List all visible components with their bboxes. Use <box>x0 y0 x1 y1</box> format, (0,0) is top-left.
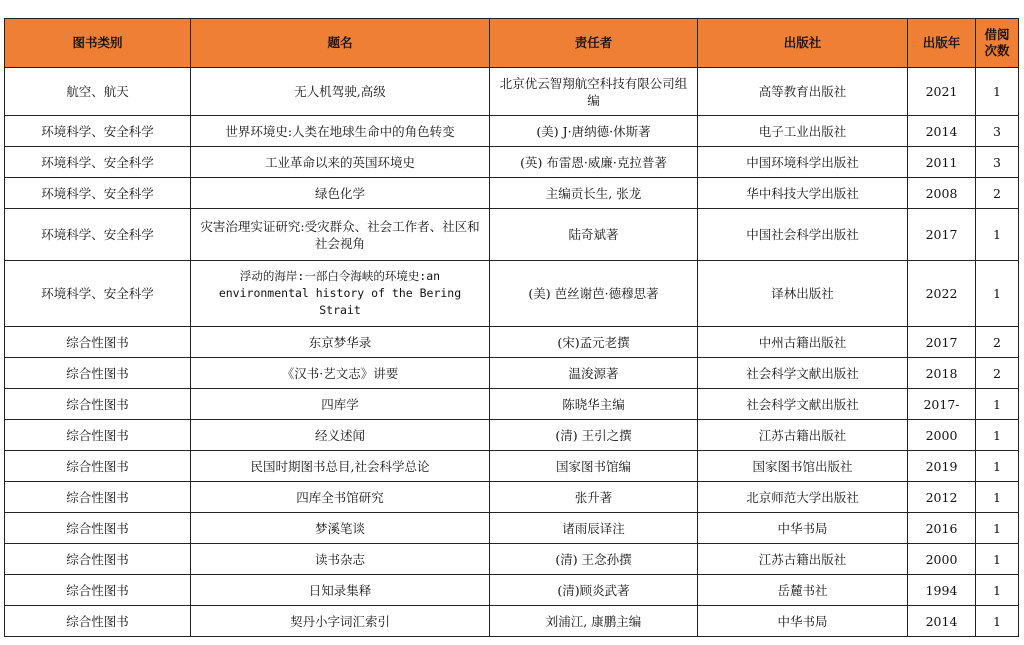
cell-publisher: 译林出版社 <box>698 261 908 327</box>
cell-author: 诸雨辰译注 <box>490 513 698 544</box>
cell-category: 航空、航天 <box>5 68 191 116</box>
cell-author: 温浚源著 <box>490 358 698 389</box>
cell-publisher: 高等教育出版社 <box>698 68 908 116</box>
cell-count: 1 <box>976 451 1019 482</box>
header-count: 借阅次数 <box>976 19 1019 68</box>
cell-author: (清) 王念孙撰 <box>490 544 698 575</box>
cell-publisher: 江苏古籍出版社 <box>698 544 908 575</box>
cell-title: 无人机驾驶,高级 <box>191 68 490 116</box>
cell-count: 1 <box>976 606 1019 637</box>
header-publisher: 出版社 <box>698 19 908 68</box>
cell-publisher: 中州古籍出版社 <box>698 327 908 358</box>
cell-author: (清) 王引之撰 <box>490 420 698 451</box>
header-category: 图书类别 <box>5 19 191 68</box>
cell-author: (清)顾炎武著 <box>490 575 698 606</box>
cell-category: 综合性图书 <box>5 389 191 420</box>
cell-title: 经义述闻 <box>191 420 490 451</box>
table-row <box>5 68 1019 116</box>
cell-author: 北京优云智翔航空科技有限公司组编 <box>490 68 698 116</box>
cell-year: 2017 <box>908 327 976 358</box>
cell-title: 工业革命以来的英国环境史 <box>191 147 490 178</box>
cell-year: 2017 <box>908 209 976 261</box>
cell-title: 四库全书馆研究 <box>191 482 490 513</box>
table-row <box>5 358 1019 389</box>
cell-category: 综合性图书 <box>5 358 191 389</box>
cell-category: 环境科学、安全科学 <box>5 147 191 178</box>
cell-count: 2 <box>976 178 1019 209</box>
cell-author: 主编贡长生, 张龙 <box>490 178 698 209</box>
table-header-row <box>5 19 1019 68</box>
cell-count: 1 <box>976 544 1019 575</box>
cell-publisher: 电子工业出版社 <box>698 116 908 147</box>
cell-category: 综合性图书 <box>5 606 191 637</box>
cell-year: 2021 <box>908 68 976 116</box>
book-borrowing-table <box>4 18 1019 637</box>
cell-category: 综合性图书 <box>5 544 191 575</box>
cell-count: 1 <box>976 482 1019 513</box>
cell-publisher: 中华书局 <box>698 606 908 637</box>
cell-publisher: 江苏古籍出版社 <box>698 420 908 451</box>
cell-category: 综合性图书 <box>5 575 191 606</box>
table-row <box>5 147 1019 178</box>
cell-author: (美) 芭丝谢芭·德穆思著 <box>490 261 698 327</box>
cell-author: 刘浦江, 康鹏主编 <box>490 606 698 637</box>
cell-category: 环境科学、安全科学 <box>5 178 191 209</box>
cell-category: 环境科学、安全科学 <box>5 261 191 327</box>
cell-publisher: 岳麓书社 <box>698 575 908 606</box>
cell-title: 四库学 <box>191 389 490 420</box>
table-row <box>5 116 1019 147</box>
table-row <box>5 209 1019 261</box>
cell-title: 日知录集释 <box>191 575 490 606</box>
cell-year: 2014 <box>908 606 976 637</box>
cell-author: 陈晓华主编 <box>490 389 698 420</box>
cell-year: 2019 <box>908 451 976 482</box>
table-row <box>5 389 1019 420</box>
cell-count: 2 <box>976 358 1019 389</box>
cell-author: 国家图书馆编 <box>490 451 698 482</box>
cell-author: 陆奇斌著 <box>490 209 698 261</box>
cell-count: 1 <box>976 261 1019 327</box>
cell-year: 2000 <box>908 420 976 451</box>
cell-publisher: 国家图书馆出版社 <box>698 451 908 482</box>
cell-publisher: 中国社会科学出版社 <box>698 209 908 261</box>
cell-year: 2014 <box>908 116 976 147</box>
cell-category: 综合性图书 <box>5 482 191 513</box>
cell-publisher: 华中科技大学出版社 <box>698 178 908 209</box>
header-title: 题名 <box>191 19 490 68</box>
cell-count: 3 <box>976 147 1019 178</box>
cell-year: 2000 <box>908 544 976 575</box>
cell-category: 环境科学、安全科学 <box>5 116 191 147</box>
cell-title: 民国时期图书总目,社会科学总论 <box>191 451 490 482</box>
cell-title: 绿色化学 <box>191 178 490 209</box>
cell-title: 浮动的海岸:一部白令海峡的环境史:an environmental history of the Bering Strait <box>191 261 490 327</box>
table-row <box>5 261 1019 327</box>
cell-category: 综合性图书 <box>5 420 191 451</box>
table-row <box>5 513 1019 544</box>
cell-title: 契丹小字词汇索引 <box>191 606 490 637</box>
cell-count: 1 <box>976 420 1019 451</box>
cell-author: 张升著 <box>490 482 698 513</box>
cell-publisher: 北京师范大学出版社 <box>698 482 908 513</box>
table-row <box>5 451 1019 482</box>
cell-count: 1 <box>976 575 1019 606</box>
table-row <box>5 544 1019 575</box>
table-row <box>5 178 1019 209</box>
cell-category: 环境科学、安全科学 <box>5 209 191 261</box>
cell-category: 综合性图书 <box>5 327 191 358</box>
cell-year: 2011 <box>908 147 976 178</box>
cell-count: 1 <box>976 389 1019 420</box>
cell-count: 3 <box>976 116 1019 147</box>
cell-title: 东京梦华录 <box>191 327 490 358</box>
cell-title: 梦溪笔谈 <box>191 513 490 544</box>
cell-year: 2008 <box>908 178 976 209</box>
cell-count: 2 <box>976 327 1019 358</box>
cell-title: 《汉书·艺文志》讲要 <box>191 358 490 389</box>
cell-count: 1 <box>976 513 1019 544</box>
cell-title: 世界环境史:人类在地球生命中的角色转变 <box>191 116 490 147</box>
header-author: 责任者 <box>490 19 698 68</box>
cell-year: 2022 <box>908 261 976 327</box>
table-row <box>5 420 1019 451</box>
cell-count: 1 <box>976 209 1019 261</box>
cell-year: 2016 <box>908 513 976 544</box>
cell-title: 读书杂志 <box>191 544 490 575</box>
header-year: 出版年 <box>908 19 976 68</box>
table-row <box>5 327 1019 358</box>
table-row <box>5 575 1019 606</box>
cell-year: 2017- <box>908 389 976 420</box>
table-row <box>5 606 1019 637</box>
cell-publisher: 中国环境科学出版社 <box>698 147 908 178</box>
cell-author: (宋)孟元老撰 <box>490 327 698 358</box>
cell-year: 2012 <box>908 482 976 513</box>
cell-year: 1994 <box>908 575 976 606</box>
cell-category: 综合性图书 <box>5 513 191 544</box>
cell-author: (美) J·唐纳德·休斯著 <box>490 116 698 147</box>
cell-year: 2018 <box>908 358 976 389</box>
cell-count: 1 <box>976 68 1019 116</box>
cell-publisher: 中华书局 <box>698 513 908 544</box>
cell-title: 灾害治理实证研究:受灾群众、社会工作者、社区和社会视角 <box>191 209 490 261</box>
cell-author: (英) 布雷恩·威廉·克拉普著 <box>490 147 698 178</box>
cell-publisher: 社会科学文献出版社 <box>698 389 908 420</box>
cell-publisher: 社会科学文献出版社 <box>698 358 908 389</box>
cell-category: 综合性图书 <box>5 451 191 482</box>
table-row <box>5 482 1019 513</box>
